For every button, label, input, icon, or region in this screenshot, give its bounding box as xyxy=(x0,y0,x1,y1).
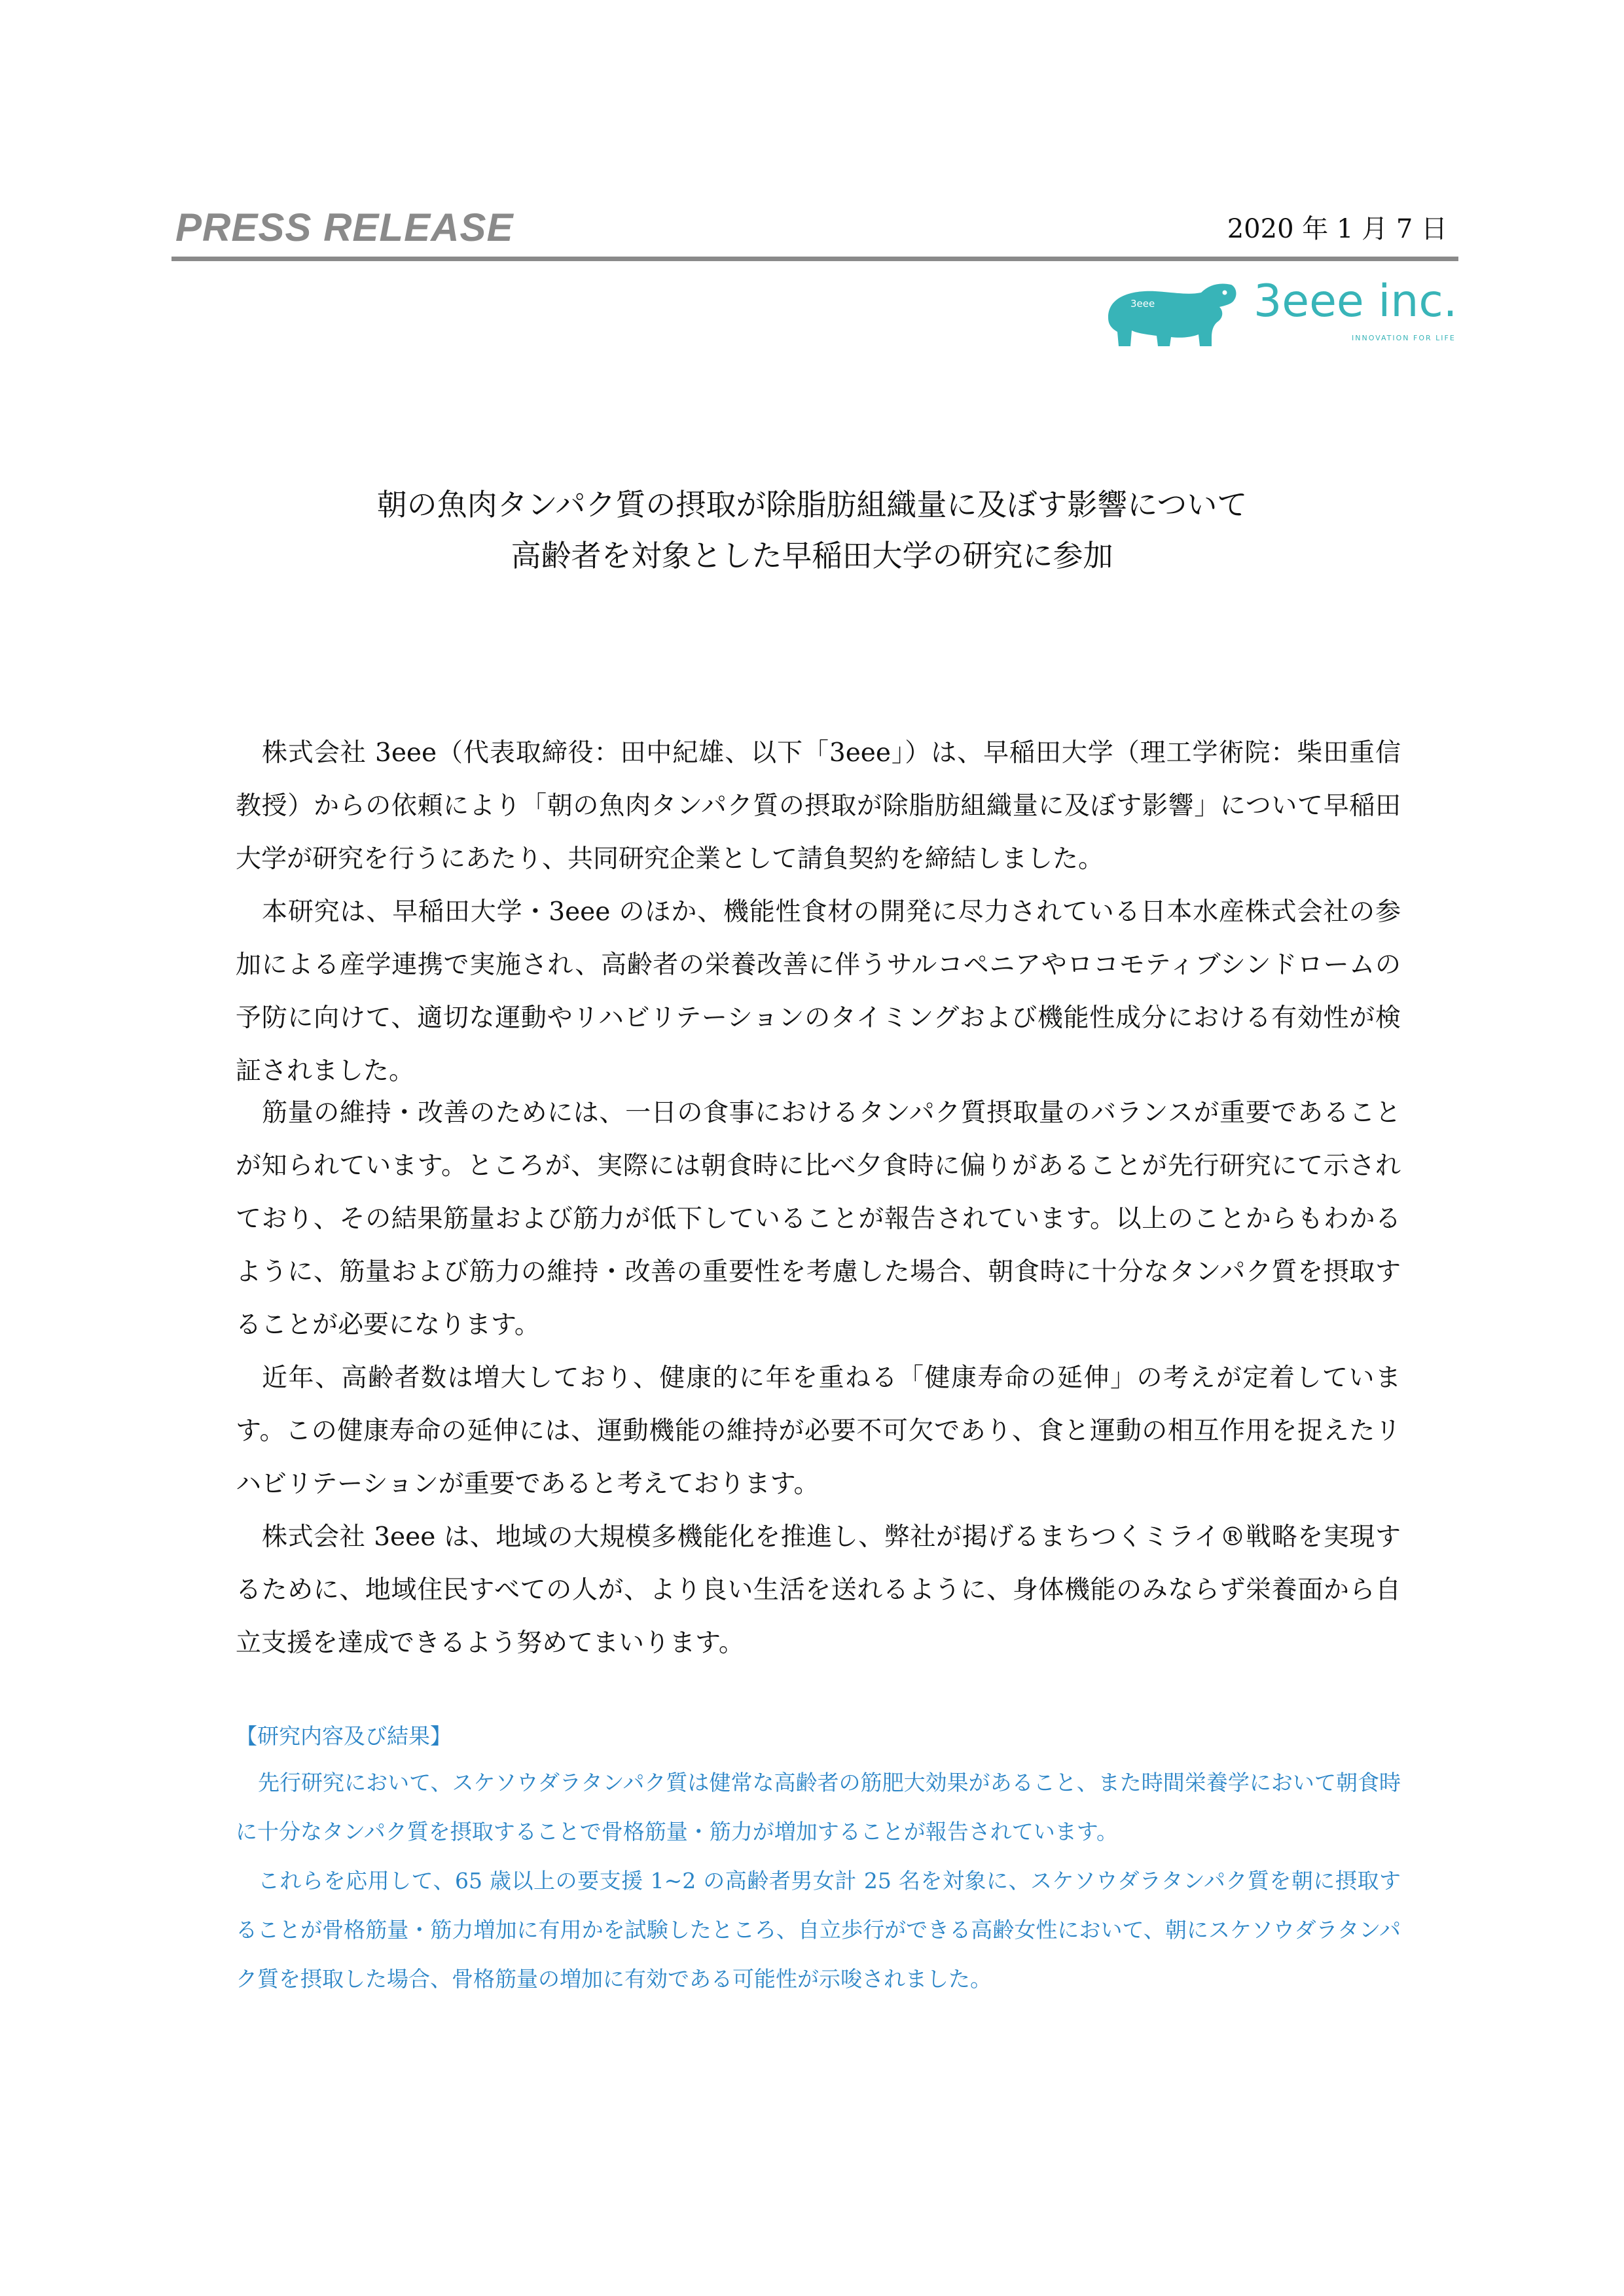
body-paragraph: 株式会社 3eee（代表取締役：田中紀雄、以下「3eee」）は、早稲田大学（理工学術院：柴田重信教授）からの依頼により「朝の魚肉タンパク質の摂取が除脂肪組織量に及ぼす影響」について早稲田大学が研究を行うにあたり、共同研究企業として請負契約を締結しました。 xyxy=(236,738,1401,874)
intro-section xyxy=(236,726,1401,1098)
background-section xyxy=(236,1086,1401,1670)
press-release-label: PRESS RELEASE xyxy=(175,206,514,249)
headline-line-2: 高齢者を対象とした早稲田大学の研究に参加 xyxy=(511,538,1113,573)
hippo-logo-icon xyxy=(1103,278,1240,350)
headline-line-1: 朝の魚肉タンパク質の摂取が除脂肪組織量に及ぼす影響について xyxy=(376,487,1248,522)
body-paragraph: 株式会社 3eee は、地域の大規模多機能化を推進し、弊社が掲げるまちつくミライ®戦略を実現するために、地域住民すべての人が、より良い生活を送れるように、身体機能のみならず栄養面から自立支援を達成できるよう努めてまいります。 xyxy=(236,1522,1401,1658)
results-section xyxy=(236,1758,1401,2003)
body-paragraph: 本研究は、早稲田大学・3eee のほか、機能性食材の開発に尽力されている日本水産株式会社の参加による産学連携で実施され、高齢者の栄養改善に伴うサルコペニアやロコモティブシンドロームの予防に向けて、適切な運動やリハビリテーションのタイミングおよび機能性成分における有効性が検証されました。 xyxy=(236,897,1401,1086)
results-paragraph: 先行研究において、スケソウダラタンパク質は健常な高齢者の筋肥大効果があること、また時間栄養学において朝食時に十分なタンパク質を摂取することで骨格筋量・筋力が増加することが報告されています。 xyxy=(236,1770,1401,1844)
results-heading: 【研究内容及び結果】 xyxy=(236,1723,452,1749)
logo-tagline: INNOVATION FOR LIFE xyxy=(1352,334,1456,342)
header-divider xyxy=(171,257,1458,261)
release-date: 2020 年 1 月 7 日 xyxy=(1227,214,1447,244)
logo-badge: 3eee xyxy=(1130,298,1155,310)
body-paragraph: 筋量の維持・改善のためには、一日の食事におけるタンパク質摂取量のバランスが重要であることが知られています。ところが、実際には朝食時に比べ夕食時に偏りがあることが先行研究にて示されており、その結果筋量および筋力が低下していることが報告されています。以上のことからもわかるように、筋量および筋力の維持・改善の重要性を考慮した場合、朝食時に十分なタンパク質を摂取することが必要になります。 xyxy=(236,1098,1401,1340)
results-paragraph: これらを応用して、65 歳以上の要支援 1~2 の高齢者男女計 25 名を対象に、スケソウダラタンパク質を朝に摂取することが骨格筋量・筋力増加に有用かを試験したところ、自立歩行ができる高齢女性において、朝にスケソウダラタンパク質を摂取した場合、骨格筋量の増加に有効である可能性が示唆されました。 xyxy=(236,1868,1401,1992)
company-logo xyxy=(1103,278,1456,350)
logo-wordmark: 3eee inc. xyxy=(1254,276,1458,327)
body-paragraph: 近年、高齢者数は増大しており、健康的に年を重ねる「健康寿命の延伸」の考えが定着しています。この健康寿命の延伸には、運動機能の維持が必要不可欠であり、食と運動の相互作用を捉えたリハビリテーションが重要であると考えております。 xyxy=(236,1363,1401,1499)
